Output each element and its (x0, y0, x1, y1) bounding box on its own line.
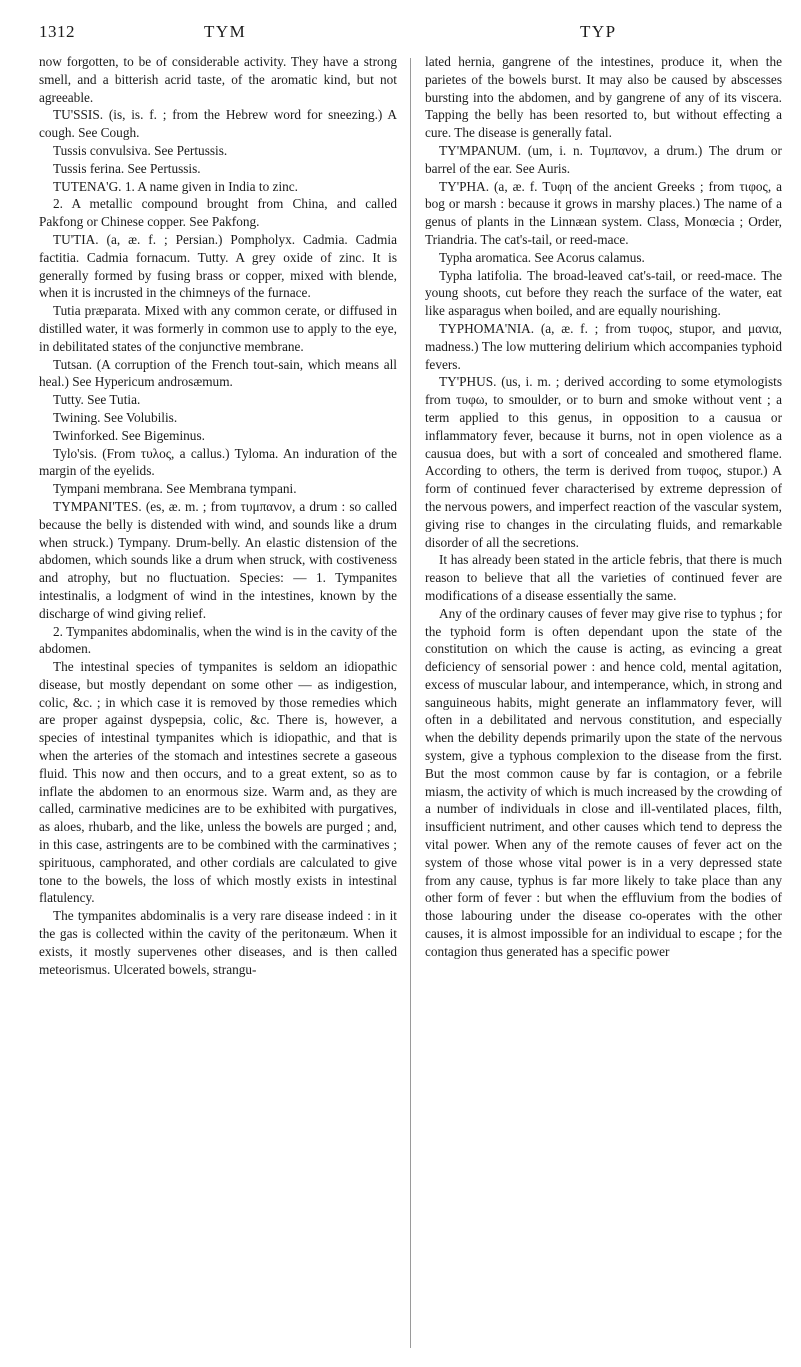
paragraph: 2. A metallic compound brought from China, and called Pakfong or Chinese copper. See Pakfong. (39, 196, 397, 230)
paragraph: The intestinal species of tympanites is seldom an idiopathic disease, but mostly dependant on some other — as indigestion, colic, &c. ; in which case it is removed by those remedies which are proper against dyspepsia, colic, &c. There is, however, a species of intestinal tympanites which is idiopathic, and that is when the arteries of the stomach and intestines secrete a gaseous fluid. This now and then occurs, and to a great extent, so as to inflate the abdomen to an enormous size. Warm and, as they are called, carminative medicines are to be exhibited with purgatives, as aloes, rhubarb, and the like, unless the bowels are purged ; and, in this case, astringents are to be combined with the carminatives ; spirituous, camphorated, and other cordials are calculated to give tone to the bowels, the loss of which mostly exists in intestinal flatulency. (39, 659, 397, 906)
left-running-head: TYM (204, 22, 247, 41)
paragraph: now forgotten, to be of considerable activity. They have a strong smell, and a bitterish acrid taste, of the aromatic kind, but not agreeable. (39, 54, 397, 105)
paragraph: TU'SSIS. (is, is. f. ; from the Hebrew word for sneezing.) A cough. See Cough. (39, 107, 397, 141)
paragraph: It has already been stated in the article febris, that there is much reason to believe that all the varieties of continued fever are modifications of a disease essentially the same. (425, 552, 782, 603)
page-number: 1312 (39, 22, 75, 41)
paragraph: Tympani membrana. See Membrana tympani. (53, 481, 297, 497)
paragraph: TY'MPANUM. (um, i. n. Τυμπανον, a drum.) The drum or barrel of the ear. See Auris. (425, 142, 782, 176)
paragraph: Any of the ordinary causes of fever may give rise to typhus ; for the typhoid form is often dependant upon the state of the constitution on which the cause is acting, as evincing a great deficiency of sensorial power : and hence cold, mental agitation, excess of muscular labour, and intemperance, which, in strong and sanguineous habits, might generate an inflammatory fever, will often in a debilitated and nervous constitution, and especially when the debility depends primarily upon the state of the nervous system, give a typhous complexion to the disease from the first. But the most common cause by far is contagion, or a febrile miasm, the activity of which is much increased by the crowding of a number of individuals in close and ill-ventilated places, filth, insufficient nutriment, and other causes which tend to depress the vital power. When any of the remote causes of fever act on the system of those whose vital power is in a very depressed state from any cause, typhus is far more likely to take place than any other form of fever : but when the effluvium from the bodies of those labouring under the disease co-operates with the other causes, it is almost impossible for an individual to escape ; for the contagion thus generated has a specific power (425, 605, 782, 959)
paragraph: TYPHOMA'NIA. (a, æ. f. ; from τυφος, stupor, and μανια, madness.) The low muttering delirium which accompanies typhoid fevers. (425, 320, 782, 372)
paragraph: Tutsan. (A corruption of the French tout-sain, which means all heal.) See Hypericum androsæmum. (39, 356, 397, 390)
right-running-head: TYP (580, 22, 617, 41)
paragraph: Typha aromatica. See Acorus calamus. (439, 249, 645, 265)
paragraph: Tussis ferina. See Pertussis. (53, 160, 201, 176)
paragraph: TUTENA'G. 1. A name given in India to zinc. (53, 178, 299, 194)
paragraph: TYMPANI'TES. (es, æ. m. ; from τυμπανον, a drum : so called because the belly is distended with wind, and sounds like a drum when struck.) Tympany. Drum-belly. An elastic distension of the abdomen, which sounds like a drum when struck, with costiveness and atrophy, but no fluctuation. Species: — 1. Tympanites intestinalis, a lodgment of wind in the intestines, known by the discharge of wind giving relief. (39, 498, 397, 621)
paragraph: TY'PHUS. (us, i. m. ; derived according to some etymologists from τυφω, to smoulder, or to burn and smoke without vent ; a term applied to this genus, in opposition to a causua or inflammatory fever, because it burns, not in open violence as a causua does, but with a sort of concealed and smothered flame. According to others, the term is derived from τυφος, stupor.) A form of continued fever characterised by extreme depression of the nervous powers, and imperfect reaction of the vascular system, giving rise to changes in the circulating fluids, and remarkable disorder of all the secretions. (425, 374, 782, 550)
paragraph: Tutia præparata. Mixed with any common cerate, or diffused in distilled water, it was formerly in common use to apply to the eye, in debilitated states of the conjunctive membrane. (39, 303, 397, 354)
paragraph: Twinforked. See Bigeminus. (53, 427, 205, 443)
paragraph: TU'TIA. (a, æ. f. ; Persian.) Pompholyx. Cadmia. Cadmia factitia. Cadmia fornacum. Tutty. A grey oxide of zinc. It is generally formed by fusing brass or copper, mixed with blende, when it is incrusted in the chimneys of the furnace. (39, 231, 397, 301)
paragraph: lated hernia, gangrene of the intestines, produce it, when the parietes of the bowels burst. It may also be caused by abscesses bursting into the abdomen, and by gangrene of any of its viscera. Tapping the belly has been resorted to, but without effecting a cure. The disease is generally fatal. (425, 54, 782, 141)
right-column (425, 53, 782, 1353)
paragraph: Typha latifolia. The broad-leaved cat's-tail, or reed-mace. The young shoots, cut before they reach the surface of the water, eat like asparagus when boiled, and are equally nourishing. (425, 267, 782, 319)
left-column (39, 53, 397, 1353)
paragraph: The tympanites abdominalis is a very rare disease indeed : in it the gas is collected within the cavity of the peritonæum. When it exists, it mostly supervenes other diseases, and is then called meteorismus. Ulcerated bowels, strangu- (39, 908, 397, 977)
column-divider (410, 58, 411, 1348)
paragraph: Twining. See Volubilis. (53, 409, 178, 425)
paragraph: Tylo'sis. (From τυλος, a callus.) Tyloma. An induration of the margin of the eyelids. (39, 445, 397, 479)
paragraph: TY'PHA. (a, æ. f. Τυφη of the ancient Greeks ; from τιφος, a bog or marsh : because it grows in marshy places.) The name of a genus of plants in the Linnæan system. Class, Monœcia ; Order, Triandria. The cat's-tail, or reed-mace. (425, 178, 782, 247)
paragraph: 2. Tympanites abdominalis, when the wind is in the cavity of the abdomen. (39, 623, 397, 657)
paragraph: Tutty. See Tutia. (53, 392, 141, 408)
paragraph: Tussis convulsiva. See Pertussis. (53, 142, 228, 158)
